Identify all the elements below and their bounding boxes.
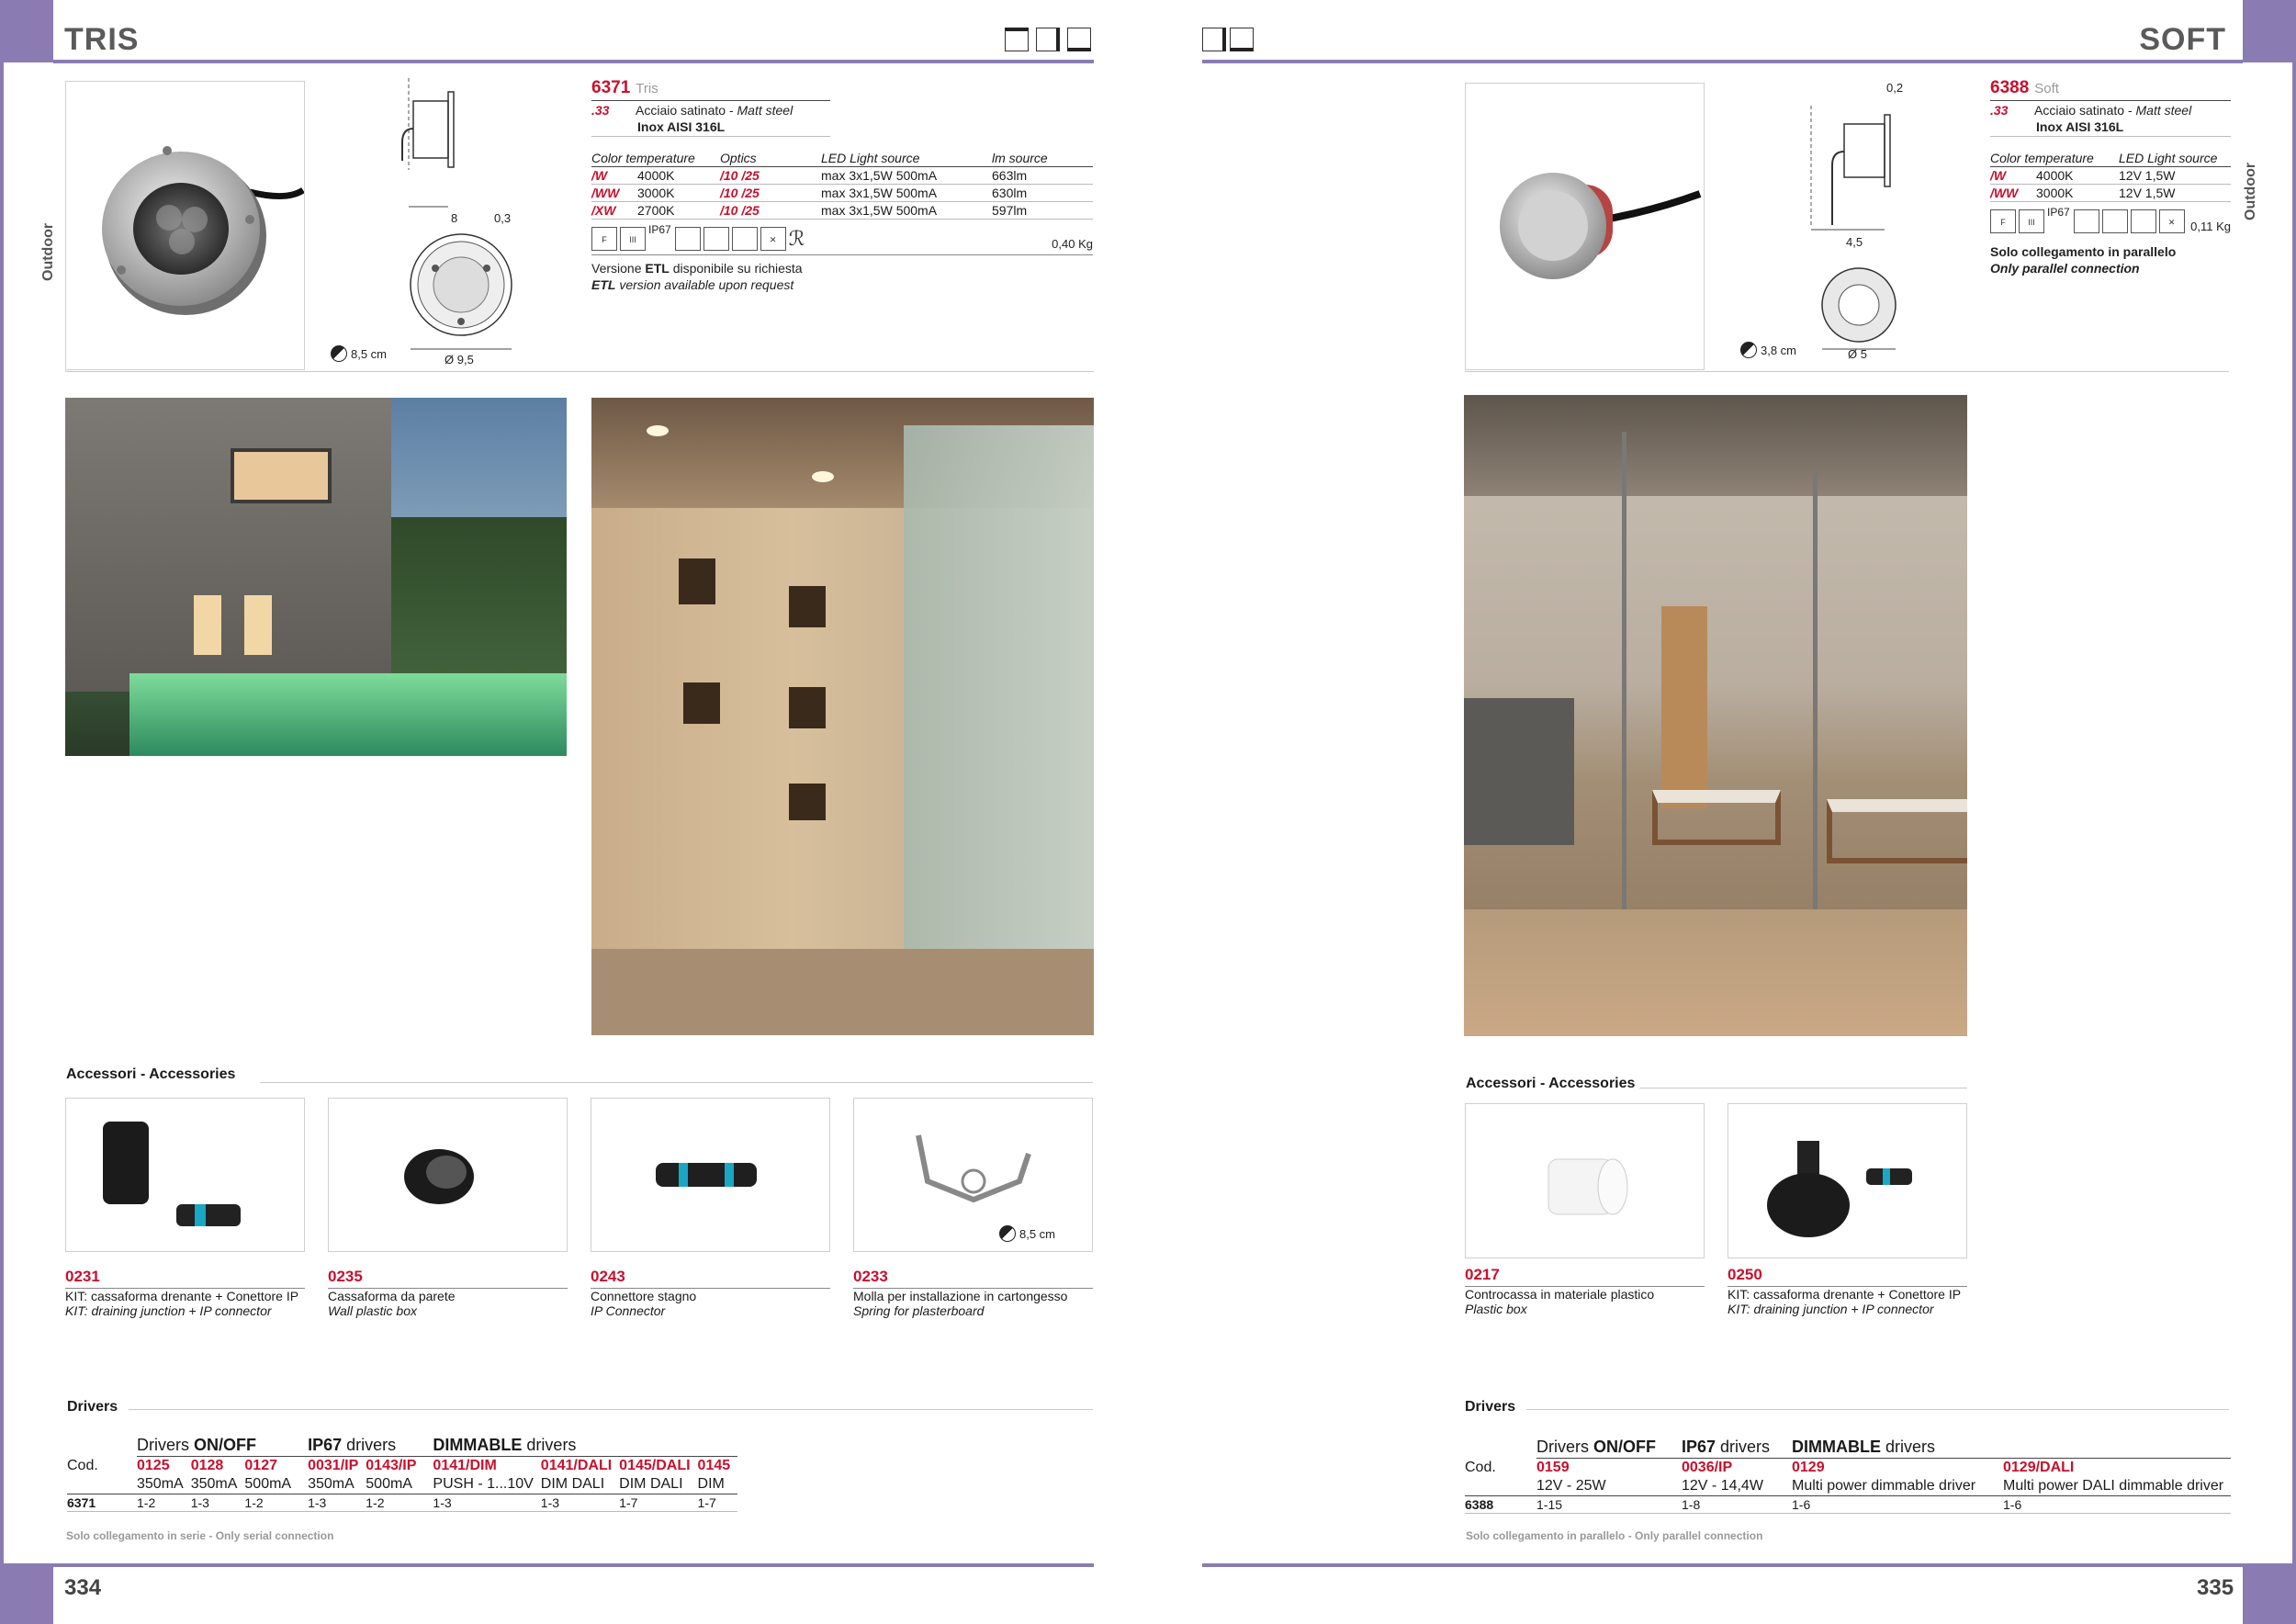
soft-name: Soft	[2034, 81, 2059, 96]
tris-code-title	[591, 78, 1093, 98]
wall-mount-icon	[1036, 28, 1060, 51]
accessory-0217-caption: 0217 Controcassa in materiale plastico Plastic box	[1465, 1266, 1705, 1316]
temperature-icon	[732, 227, 758, 251]
right-footer-tab	[2243, 1563, 2296, 1624]
soft-note-en: Only parallel connection	[1990, 261, 2140, 276]
tris-dim-depth: 8	[451, 211, 458, 225]
accessory-0231-image	[65, 1098, 305, 1252]
left-footer-tab	[0, 1563, 53, 1624]
left-drivers-table: Drivers ON/OFF IP67 drivers DIMMABLE drivers Cod. 0125 0128 0127 0031/IP 0143/IP 0141/DIM 0141/DALI 0145/DALI 0145 350mA 350mA 500mA 350mA 500mA PUSH - 1...10V DIM DALI DIM DALI DIM 6371 1-2 1-3 1-2 1-3 1-2 1-3 1-3 1-7 1-7	[67, 1435, 737, 1512]
soft-weight: 0,11 Kg	[2190, 220, 2231, 233]
tris-dim-flange: 0,3	[494, 211, 512, 225]
tris-weight: 0,40 Kg	[1052, 237, 1093, 251]
left-page-title: TRIS	[64, 22, 140, 57]
accessory-0250-caption: 0250 KIT: cassaforma drenante + Conettore IP KIT: draining junction + IP connector	[1728, 1266, 1967, 1316]
soft-ip: IP67	[2047, 206, 2070, 219]
load-icon	[2102, 209, 2128, 233]
accessory-0235-caption: 0235 Cassaforma da parete Wall plastic box	[328, 1268, 568, 1318]
cut-hole-icon	[999, 1225, 1016, 1242]
tris-th-lm: lm source	[992, 150, 1093, 167]
soft-finish: Acciaio satinato -	[2034, 103, 2136, 118]
soft-finish-code: .33	[1990, 103, 2009, 118]
class-iii-icon: III	[620, 227, 646, 251]
right-drivers-table: Drivers ON/OFF IP67 drivers DIMMABLE drivers Cod. 0159 0036/IP 0129 0129/DALI 12V - 25W 12V - 14,4W Multi power dimmable driver Multi power DALI dimmable driver 6388 1-15 1-8 1-6 1-6	[1465, 1437, 2231, 1514]
right-side-label: Outdoor	[2243, 162, 2258, 220]
floor-mount-icon	[1230, 28, 1254, 51]
tris-cert-row	[591, 223, 1093, 251]
left-side-label: Outdoor	[40, 222, 56, 281]
tris-cut-size: 8,5 cm	[351, 346, 388, 361]
cut-hole-icon	[1740, 342, 1757, 358]
left-accessories-rule	[260, 1082, 1093, 1083]
left-header-rule	[53, 60, 1094, 63]
left-mount-icons	[1005, 28, 1091, 51]
soft-spec-table	[1990, 150, 2231, 202]
soft-dim-depth: 4,5	[1846, 235, 1863, 249]
accessory-0250-image	[1728, 1103, 1967, 1258]
f-mark-icon: F	[1990, 209, 2016, 233]
right-accessories-title: Accessori - Accessories	[1466, 1076, 1636, 1091]
right-mount-icons	[1202, 28, 1254, 51]
no-cover-icon: ✕	[760, 227, 786, 251]
tris-ip: IP67	[648, 223, 671, 236]
pool-house-photo	[65, 398, 567, 756]
shower-photo	[591, 398, 1094, 1035]
distance-icon	[2074, 209, 2099, 233]
tris-dim-diameter: Ø 9,5	[445, 353, 474, 367]
floor-mount-icon	[1067, 28, 1091, 51]
tris-finish: Acciaio satinato -	[636, 103, 737, 118]
left-drivers-title: Drivers	[67, 1399, 118, 1415]
soft-finish-row	[1990, 103, 2231, 118]
tris-row-xw: /XW 2700K /10 /25 max 3x1,5W 500mA 597lm	[591, 202, 1093, 220]
right-header-rule	[1202, 60, 2243, 63]
tris-row-ww: /WW 3000K /10 /25 max 3x1,5W 500mA 630lm	[591, 185, 1093, 202]
accessory-0233-image	[853, 1098, 1093, 1252]
accessory-0231-caption: 0231 KIT: cassaforma drenante + Conettore IP KIT: draining junction + IP connector	[65, 1268, 305, 1318]
tris-material: Inox AISI 316L	[637, 119, 726, 134]
accessory-0217-image	[1465, 1103, 1705, 1258]
accessory-0243-caption: 0243 Connettore stagno IP Connector	[591, 1268, 830, 1318]
cut-hole-icon	[331, 345, 347, 362]
soft-th-temp: Color temperature	[1990, 150, 2119, 167]
left-corner-tab	[0, 0, 53, 62]
tris-spec-block	[591, 78, 1093, 292]
soft-row-w: /W 4000K 12V 1,5W	[1990, 167, 2231, 185]
tris-th-source: LED Light source	[821, 150, 992, 167]
soft-material: Inox AISI 316L	[2036, 119, 2124, 134]
tris-spec-table	[591, 150, 1093, 220]
load-icon	[703, 227, 729, 251]
right-drivers-title: Drivers	[1465, 1399, 1516, 1415]
tris-code: 6371	[591, 78, 631, 97]
left-drivers-footnote: Solo collegamento in serie - Only serial connection	[66, 1529, 334, 1542]
right-page-title: SOFT	[2139, 22, 2226, 57]
tris-name: Tris	[636, 81, 658, 96]
tris-product-image	[65, 81, 305, 370]
recycle-mark-icon: ℛ	[788, 227, 805, 250]
soft-dim-diameter: Ø 5	[1848, 347, 1867, 361]
soft-code-title	[1990, 78, 2231, 98]
right-side-band	[2292, 62, 2296, 1564]
tris-cut-out	[331, 345, 387, 362]
left-page-number: 334	[64, 1575, 102, 1600]
ceiling-mount-icon	[1005, 28, 1029, 51]
soft-cut-out	[1740, 342, 1796, 358]
right-drivers-footnote: Solo collegamento in parallelo - Only parallel connection	[1466, 1529, 1763, 1542]
tris-note-en: ETL version available upon request	[591, 277, 794, 292]
tris-th-optics: Optics	[720, 150, 821, 167]
soft-th-source: LED Light source	[2119, 150, 2231, 167]
left-drivers-rule	[129, 1409, 1093, 1410]
soft-code: 6388	[1990, 78, 2030, 97]
right-drivers-rule	[1526, 1409, 2229, 1410]
left-accessories-title: Accessori - Accessories	[66, 1066, 236, 1082]
soft-spec-block	[1990, 78, 2231, 276]
soft-cut-size: 3,8 cm	[1761, 343, 1797, 357]
mirror-room-photo	[1464, 395, 1967, 1036]
tris-finish-code: .33	[591, 103, 610, 118]
accessory-0233-caption: 0233 Molla per installazione in cartongesso Spring for plasterboard	[853, 1268, 1093, 1318]
wall-mount-icon	[1202, 28, 1226, 51]
soft-note-it: Solo collegamento in parallelo	[1990, 244, 2177, 259]
left-spec-bottom-rule	[65, 371, 1094, 372]
right-spec-bottom-rule	[1465, 371, 2229, 372]
left-side-band	[0, 62, 4, 1564]
tris-technical-drawing	[321, 73, 519, 372]
distance-icon	[675, 227, 701, 251]
tris-th-temp: Color temperature	[591, 150, 720, 167]
tris-finish-row	[591, 103, 1093, 118]
soft-technical-drawing	[1727, 73, 1904, 367]
right-page-number: 335	[2197, 1575, 2234, 1600]
accessory-0233-cut: 8,5 cm	[999, 1225, 1055, 1242]
temperature-icon	[2131, 209, 2156, 233]
soft-dim-flange: 0,2	[1886, 81, 1904, 95]
no-cover-icon: ✕	[2159, 209, 2185, 233]
left-footer-rule	[53, 1563, 1094, 1567]
class-iii-icon: III	[2019, 209, 2044, 233]
soft-row-ww: /WW 3000K 12V 1,5W	[1990, 185, 2231, 202]
soft-product-image	[1465, 83, 1705, 370]
right-footer-rule	[1202, 1563, 2243, 1567]
accessory-0243-image	[591, 1098, 830, 1252]
accessory-0235-image	[328, 1098, 568, 1252]
tris-note-it: Versione ETL disponibile su richiesta	[591, 261, 803, 276]
f-mark-icon: F	[591, 227, 617, 251]
tris-finish-en: Matt steel	[737, 103, 793, 118]
tris-row-w: /W 4000K /10 /25 max 3x1,5W 500mA 663lm	[591, 167, 1093, 185]
soft-finish-en: Matt steel	[2135, 103, 2192, 118]
right-corner-tab	[2243, 0, 2296, 62]
soft-cert-row	[1990, 206, 2231, 233]
